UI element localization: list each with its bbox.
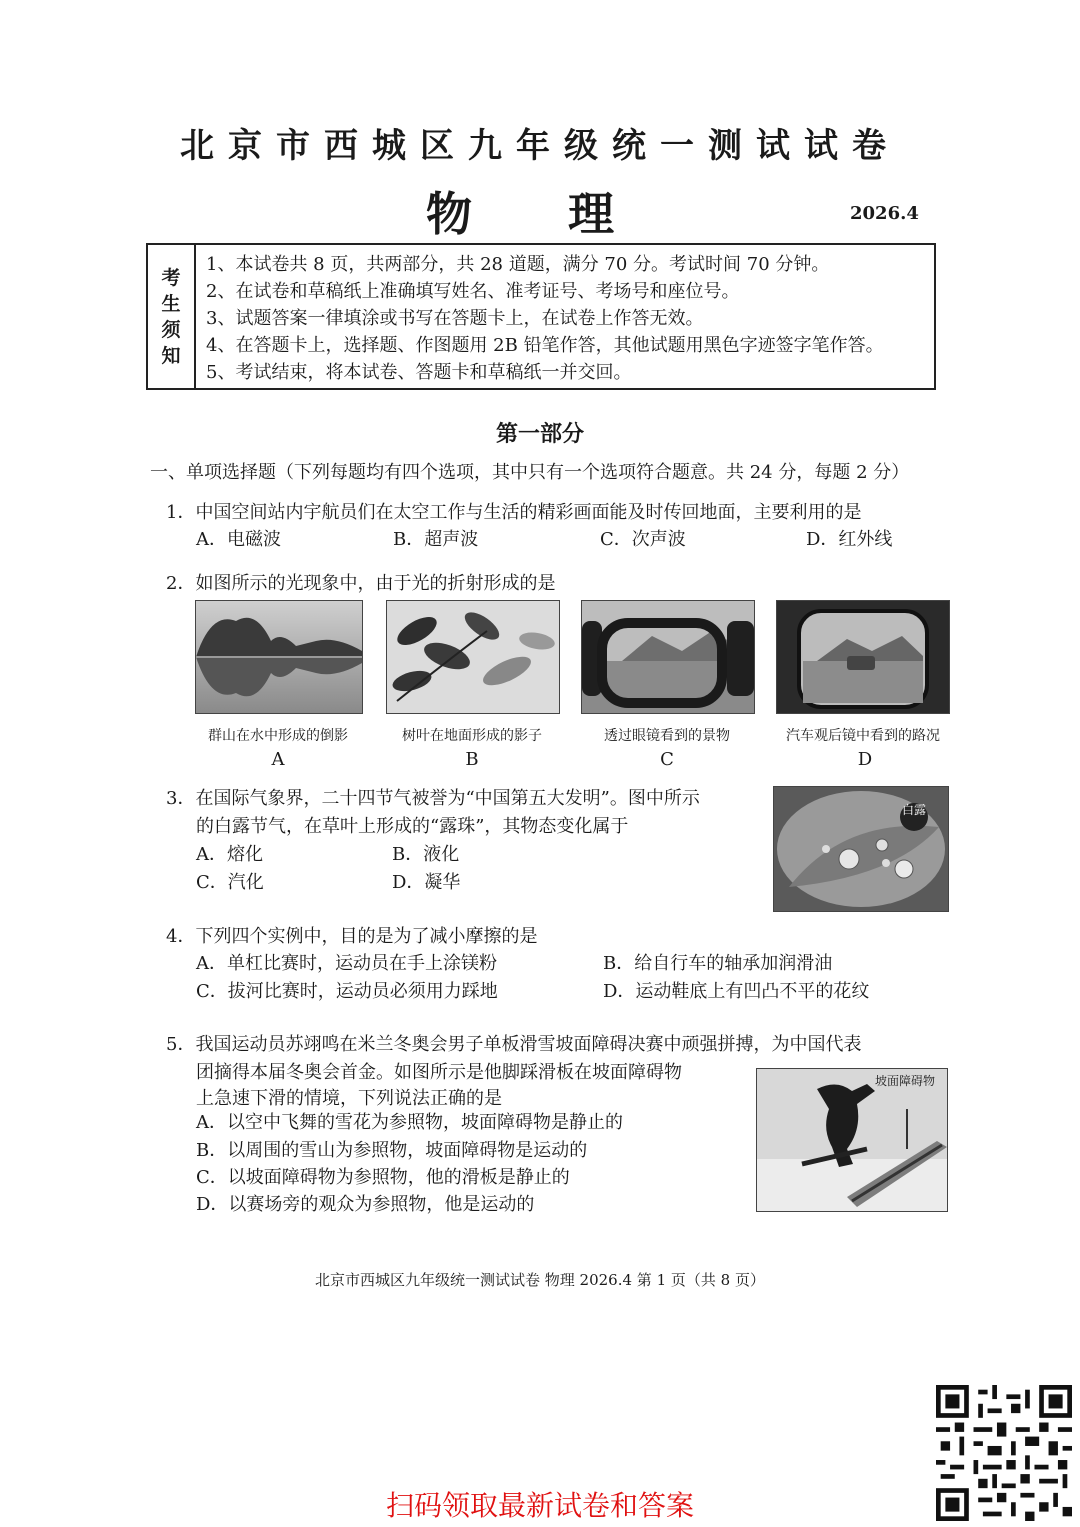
- part-title: 第一部分: [495, 421, 584, 447]
- photo-dew-on-leaf: [773, 786, 949, 912]
- dew-image-label: 白露: [901, 803, 926, 817]
- subject-title: 物 理: [425, 187, 654, 241]
- question-2-stem: 2．如图所示的光现象中，由于光的折射形成的是: [166, 573, 556, 594]
- leaf-shadow-illustration: [387, 601, 559, 713]
- photo-glasses-view: [581, 600, 755, 714]
- photo-snowboarder: [756, 1068, 948, 1212]
- notice-item: 2、在试卷和草稿纸上准确填写姓名、准考证号、考场号和座位号。: [206, 281, 740, 302]
- question-5-option-d: D．以赛场旁的观众为参照物，他是运动的: [196, 1194, 535, 1215]
- question-2-caption-c: 透过眼镜看到的景物: [604, 728, 730, 744]
- question-3-option-a: A．熔化: [196, 844, 263, 865]
- question-5-option-b: B．以周围的雪山为参照物，坡面障碍物是运动的: [196, 1140, 588, 1161]
- glasses-view-illustration: [582, 601, 754, 713]
- question-1-option-a: A．电磁波: [196, 529, 281, 550]
- question-1-option-d: D．红外线: [806, 529, 893, 550]
- photo-mountain-reflection: [195, 600, 363, 714]
- question-1-option-b: B．超声波: [393, 529, 479, 550]
- question-4-stem: 4．下列四个实例中，目的是为了减小摩擦的是: [166, 926, 538, 947]
- question-1-option-c: C．次声波: [600, 529, 686, 550]
- notice-heading-char: 知: [161, 344, 181, 367]
- question-5-stem-line-1: 5．我国运动员苏翊鸣在米兰冬奥会男子单板滑雪坡面障碍决赛中顽强拼搏，为中国代表: [166, 1034, 862, 1055]
- question-3-stem-line-1: 3．在国际气象界，二十四节气被誉为“中国第五大发明”。图中所示: [166, 788, 700, 809]
- section-title: 一、单项选择题（下列每题均有四个选项，其中只有一个选项符合题意。共 24 分，每题 2 分）: [150, 462, 910, 483]
- question-4-option-d: D．运动鞋底上有凹凸不平的花纹: [603, 981, 870, 1002]
- question-5-stem-line-2: 团摘得本届冬奥会首金。如图所示是他脚踩滑板在坡面障碍物: [196, 1062, 682, 1083]
- candidate-notice-box: [146, 243, 936, 390]
- notice-item: 1、本试卷共 8 页，共两部分，共 28 道题，满分 70 分。考试时间 70 分钟。: [206, 254, 830, 275]
- question-2-letter-d: D: [857, 749, 873, 770]
- question-3-stem-line-2: 的白露节气，在草叶上形成的“露珠”，其物态变化属于: [196, 816, 629, 837]
- question-5-stem-line-3: 上急速下滑的情境，下列说法正确的是: [196, 1088, 502, 1109]
- notice-item: 3、试题答案一律填涂或书写在答题卡上，在试卷上作答无效。: [206, 308, 704, 329]
- mountain-reflection-illustration: [196, 601, 362, 713]
- question-4-option-c: C．拔河比赛时，运动员必须用力踩地: [196, 981, 498, 1002]
- question-3-option-d: D．凝华: [392, 872, 461, 893]
- question-2-letter-a: A: [271, 749, 285, 770]
- notice-heading-char: 考: [161, 266, 181, 289]
- question-2-letter-c: C: [660, 749, 674, 770]
- question-1-stem: 1．中国空间站内宇航员们在太空工作与生活的精彩画面能及时传回地面，主要利用的是: [166, 502, 862, 523]
- exam-title: 北京市西城区九年级统一测试试卷: [180, 126, 900, 166]
- question-2-caption-b: 树叶在地面形成的影子: [402, 728, 542, 744]
- photo-rearview-mirror: [776, 600, 950, 714]
- question-2-caption-d: 汽车观后镜中看到的路况: [786, 728, 940, 744]
- question-2-caption-a: 群山在水中形成的倒影: [208, 728, 348, 744]
- page-footer: 北京市西城区九年级统一测试试卷 物理 2026.4 第 1 页（共 8 页）: [315, 1271, 765, 1289]
- question-4-option-a: A．单杠比赛时，运动员在手上涂镁粉: [196, 953, 497, 974]
- question-4-option-b: B．给自行车的轴承加润滑油: [603, 953, 833, 974]
- question-3-option-c: C．汽化: [196, 872, 264, 893]
- promo-text[interactable]: 扫码领取最新试卷和答案: [385, 1489, 694, 1522]
- notice-heading: [148, 245, 196, 388]
- snowboarder-illustration: [757, 1069, 947, 1211]
- notice-item: 4、在答题卡上，选择题、作图题用 2B 铅笔作答，其他试题用黑色字迹签字笔作答。: [206, 335, 884, 356]
- question-5-option-c: C．以坡面障碍物为参照物，他的滑板是静止的: [196, 1167, 570, 1188]
- rearview-mirror-illustration: [777, 601, 949, 713]
- question-2-letter-b: B: [465, 749, 479, 770]
- notice-heading-char: 生: [161, 292, 181, 315]
- photo-leaf-shadow: [386, 600, 560, 714]
- exam-date: 2026.4: [850, 203, 919, 224]
- snowboard-image-label: 坡面障碍物: [875, 1074, 936, 1088]
- notice-heading-char: 须: [161, 318, 181, 341]
- question-5-option-a: A．以空中飞舞的雪花为参照物，坡面障碍物是静止的: [196, 1112, 623, 1133]
- question-3-option-b: B．液化: [392, 844, 460, 865]
- notice-item: 5、考试结束，将本试卷、答题卡和草稿纸一并交回。: [206, 362, 632, 383]
- notice-list: [206, 251, 928, 386]
